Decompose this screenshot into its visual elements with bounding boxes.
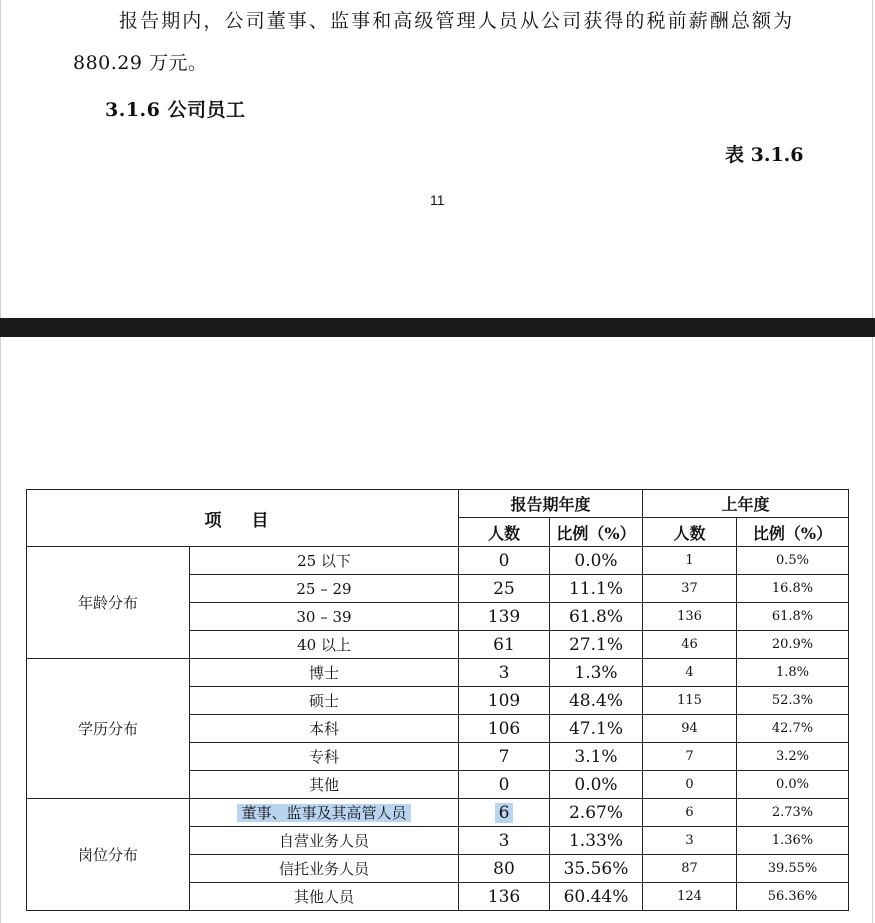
header-previous-year: 上年度: [643, 490, 849, 518]
prev-ratio: 56.36%: [737, 883, 849, 911]
section-heading: 3.1.6 公司员工: [105, 99, 246, 121]
row-label: 博士: [190, 659, 459, 687]
group-label-education: 学历分布: [27, 659, 190, 799]
header-current-year: 报告期年度: [459, 490, 643, 518]
cur-ratio: 11.1%: [550, 575, 643, 603]
row-label: 本科: [190, 715, 459, 743]
highlighted-cur-count: 6: [495, 803, 514, 823]
row-label: 其他: [190, 771, 459, 799]
cur-count: 139: [459, 603, 550, 631]
prev-ratio: 42.7%: [737, 715, 849, 743]
paragraph-line-1: 报告期内，公司董事、监事和高级管理人员从公司获得的税前薪酬总额为: [119, 10, 795, 32]
cur-ratio: 2.67%: [550, 799, 643, 827]
prev-count: 94: [643, 715, 737, 743]
prev-count: 46: [643, 631, 737, 659]
cur-count: 3: [459, 827, 550, 855]
page-separator: [0, 318, 875, 337]
cur-count: 7: [459, 743, 550, 771]
header-previous-count: 人数: [643, 518, 737, 547]
row-label: 自营业务人员: [190, 827, 459, 855]
prev-count: 37: [643, 575, 737, 603]
cur-ratio: 27.1%: [550, 631, 643, 659]
prev-count: 3: [643, 827, 737, 855]
cur-count: 106: [459, 715, 550, 743]
table-row: [27, 659, 849, 687]
cur-count: 80: [459, 855, 550, 883]
prev-ratio: 16.8%: [737, 575, 849, 603]
table-caption: 表 3.1.6: [725, 144, 804, 166]
cur-count: 3: [459, 659, 550, 687]
row-label: 硕士: [190, 687, 459, 715]
page-number: 11: [430, 192, 445, 208]
cur-count: [459, 799, 550, 827]
highlighted-row-label: 董事、监事及其高管人员: [237, 804, 410, 822]
cur-ratio: 1.33%: [550, 827, 643, 855]
prev-ratio: 52.3%: [737, 687, 849, 715]
cur-ratio: 1.3%: [550, 659, 643, 687]
cur-count: 136: [459, 883, 550, 911]
prev-count: 1: [643, 547, 737, 575]
header-current-count: 人数: [459, 518, 550, 547]
table-row: [27, 547, 849, 575]
prev-ratio: 61.8%: [737, 603, 849, 631]
prev-ratio: 1.36%: [737, 827, 849, 855]
cur-ratio: 3.1%: [550, 743, 643, 771]
row-label: 信托业务人员: [190, 855, 459, 883]
row-label: [190, 799, 459, 827]
prev-ratio: 0.0%: [737, 771, 849, 799]
group-label-position: 岗位分布: [27, 799, 190, 911]
table-row: [27, 799, 849, 827]
row-label: 专科: [190, 743, 459, 771]
cur-ratio: 0.0%: [550, 771, 643, 799]
staff-table: [26, 489, 849, 911]
prev-ratio: 1.8%: [737, 659, 849, 687]
row-label: 40 以上: [190, 631, 459, 659]
cur-ratio: 61.8%: [550, 603, 643, 631]
cur-count: 0: [459, 771, 550, 799]
prev-count: 136: [643, 603, 737, 631]
prev-count: 87: [643, 855, 737, 883]
prev-ratio: 0.5%: [737, 547, 849, 575]
paragraph-line-2: 880.29 万元。: [73, 52, 208, 74]
prev-ratio: 3.2%: [737, 743, 849, 771]
row-label: 25 – 29: [190, 575, 459, 603]
cur-ratio: 0.0%: [550, 547, 643, 575]
header-current-ratio: 比例（%）: [550, 518, 643, 547]
cur-ratio: 35.56%: [550, 855, 643, 883]
cur-count: 61: [459, 631, 550, 659]
prev-count: 0: [643, 771, 737, 799]
prev-count: 4: [643, 659, 737, 687]
prev-ratio: 39.55%: [737, 855, 849, 883]
group-label-age: 年龄分布: [27, 547, 190, 659]
cur-count: 0: [459, 547, 550, 575]
prev-count: 7: [643, 743, 737, 771]
row-label: 30 – 39: [190, 603, 459, 631]
header-previous-ratio: 比例（%）: [737, 518, 849, 547]
row-label: 其他人员: [190, 883, 459, 911]
row-label: 25 以下: [190, 547, 459, 575]
prev-count: 124: [643, 883, 737, 911]
prev-ratio: 20.9%: [737, 631, 849, 659]
prev-ratio: 2.73%: [737, 799, 849, 827]
cur-count: 25: [459, 575, 550, 603]
cur-ratio: 60.44%: [550, 883, 643, 911]
prev-count: 6: [643, 799, 737, 827]
cur-ratio: 47.1%: [550, 715, 643, 743]
cur-count: 109: [459, 687, 550, 715]
page-upper: [0, 0, 873, 318]
header-item: 项 目: [27, 490, 459, 547]
cur-ratio: 48.4%: [550, 687, 643, 715]
prev-count: 115: [643, 687, 737, 715]
